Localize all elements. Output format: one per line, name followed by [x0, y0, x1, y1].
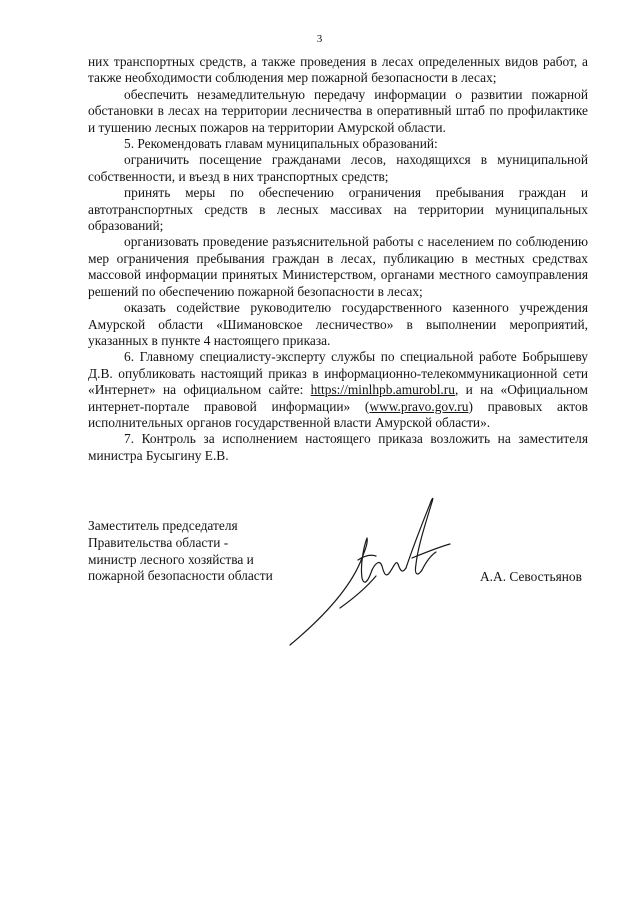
document-body	[88, 54, 588, 464]
paragraph-explanatory-work: организовать проведение разъяснительной работы с населением по соблюдению мер ограничения пребывания граждан в лесах, публикацию в местных средствах массовой информации принятых Министерством, органами местного самоуправления решений по обеспечению пожарной безопасности в лесах;	[88, 234, 588, 299]
paragraph-item-6	[88, 349, 588, 431]
paragraph-assistance: оказать содействие руководителю государственного казенного учреждения Амурской области «Шимановское лесничество» в выполнении мероприятий, указанных в пункте 4 настоящего приказа.	[88, 300, 588, 348]
item-6-text-part1: 6. Главному специалисту-эксперту службы по специальной работе Бобрышеву Д.В. опубликовать настоящий приказ в информационно-телекоммуникационной сети «Интернет» на официальном сайте:	[88, 349, 588, 398]
paragraph-restrict-visits: ограничить посещение гражданами лесов, находящихся в муниципальной собственности, и въезд в них транспортных средств;	[88, 152, 588, 184]
page-number: 3	[316, 33, 323, 45]
signer-title-line: пожарной безопасности области	[88, 568, 273, 584]
signer-title-line: Заместитель председателя	[88, 518, 238, 533]
signer-name: А.А. Севостьянов	[480, 569, 582, 584]
handwritten-signature-icon	[280, 490, 460, 650]
paragraph-item-7: 7. Контроль за исполнением настоящего приказа возложить на заместителя министра Бусыгину Е.В.	[88, 431, 588, 463]
signer-title-block	[88, 518, 273, 585]
paragraph-info-transfer: обеспечить незамедлительную передачу информации о развитии пожарной обстановки в лесах на территории лесничества в оперативный штаб по профилактике и тушению лесных пожаров на территории Амурской области.	[88, 86, 588, 135]
ministry-site-link[interactable]: https://minlhpb.amurobl.ru	[310, 382, 455, 398]
paragraph-take-measures: принять меры по обеспечению ограничения пребывания граждан и автотранспортных средств в лесных массивах на территории муниципальных образований;	[88, 185, 588, 234]
signer-title-line: министр лесного хозяйства и	[88, 551, 254, 567]
signer-title-line: Правительства области -	[88, 534, 229, 550]
pravo-portal-link[interactable]: www.pravo.gov.ru	[369, 398, 469, 414]
paragraph-continuation: них транспортных средств, а также проведения в лесах определенных видов работ, а также необходимости соблюдения мер пожарной безопасности в лесах;	[88, 54, 588, 86]
paragraph-item-5: 5. Рекомендовать главам муниципальных образований:	[124, 136, 438, 152]
item-6-text-part3: ) правовых актов исполнительных органов государственной власти Амурской области».	[88, 398, 588, 430]
item-6-text-part2: , и на «Официальном интернет-портале правовой информации» (	[88, 382, 588, 414]
